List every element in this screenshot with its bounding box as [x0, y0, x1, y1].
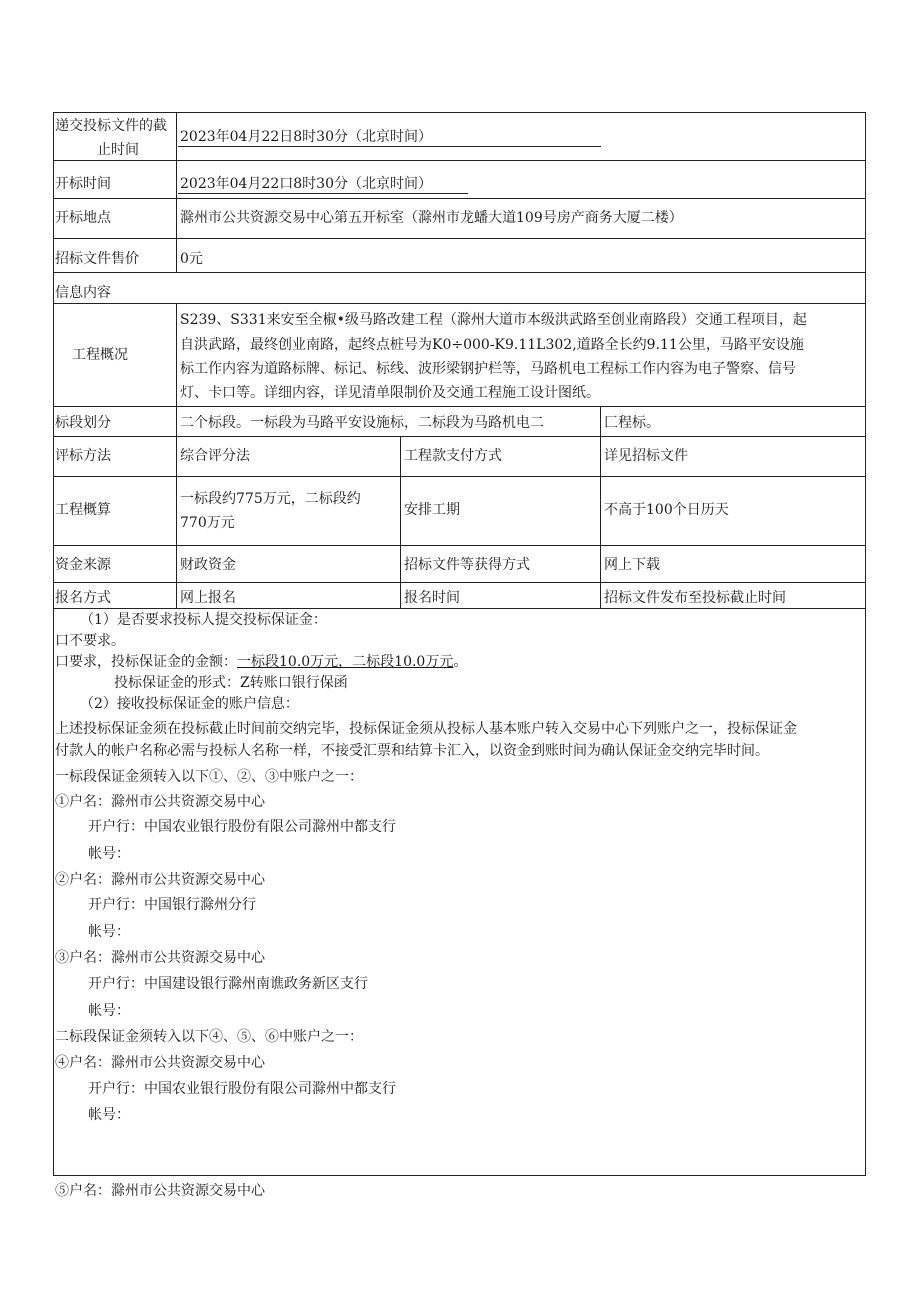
overview-line: 标工作内容为道路标牌、标记、标线、波形梁钢护栏等，马路机电工程标工作内容为电子警察、信号: [180, 361, 796, 377]
reg-time-value: 招标文件发布至投标截止时间: [604, 590, 786, 606]
account-3-bank: 开户行：中国建设银行滁州南谯政务新区支行: [88, 976, 368, 992]
row-divider: [53, 608, 866, 609]
opening-time-label: 开标时间: [55, 176, 111, 192]
lot1-heading: 一标段保证金须转入以下①、②、③中账户之一：: [55, 769, 363, 785]
row-divider: [53, 406, 866, 407]
deposit-option-yes: 口要求，投标保证金的金额：一标段10.0万元，二标段10.0万元。: [55, 654, 468, 670]
overview-label: 工程概况: [72, 347, 128, 363]
row-divider: [53, 272, 866, 273]
deposit-option-no: 口不要求。: [55, 633, 125, 649]
lot2-heading: 二标段保证金须转入以下④、⑤、⑥中账户之一：: [55, 1029, 363, 1045]
account-2-bank: 开户行：中国银行滁州分行: [88, 897, 256, 913]
account-1-number: 帐号：: [88, 846, 130, 862]
row-divider: [53, 582, 866, 583]
account-4-number: 帐号：: [88, 1107, 130, 1123]
account-5-name: ⑤户名：滁州市公共资源交易中心: [55, 1183, 265, 1199]
budget-label: 工程概算: [55, 502, 111, 518]
column-divider: [400, 436, 401, 608]
budget-value-cont: 770万元: [180, 515, 235, 531]
account-4-bank: 开户行：中国农业银行股份有限公司滁州中都支行: [88, 1081, 396, 1097]
funds-value: 财政资金: [180, 557, 236, 573]
price-value: 0元: [180, 251, 203, 267]
opening-place-value: 滁州市公共资源交易中心第五开标室（滁州市龙蟠大道109号房产商务大厦二楼）: [180, 210, 683, 226]
fill-in-underline: [178, 193, 468, 194]
eval-value: 综合评分法: [180, 448, 250, 464]
account-2-number: 帐号：: [88, 924, 130, 940]
row-divider: [53, 238, 866, 239]
row-divider: [53, 198, 866, 199]
deposit-question-1: （1）是否要求投标人提交投标保证金：: [80, 612, 327, 628]
eval-label: 评标方法: [55, 448, 111, 464]
payment-value: 详见招标文件: [604, 448, 688, 464]
obtain-label: 招标文件等获得方式: [404, 557, 530, 573]
payment-label: 工程款支付方式: [404, 448, 502, 464]
account-2-name: ②户名：滁州市公共资源交易中心: [55, 872, 265, 888]
reg-label: 报名方式: [55, 590, 111, 606]
account-1-name: ①户名：滁州市公共资源交易中心: [55, 794, 265, 810]
overview-line: S239、S331来安至全椒•级马路改建工程（滁州大道市本级洪武路至创业南路段）交通工程项目，起: [180, 312, 807, 328]
column-divider: [176, 303, 177, 608]
schedule-label: 安排工期: [404, 502, 460, 518]
row-divider: [53, 160, 866, 161]
schedule-value: 不高于100个日历天: [604, 502, 729, 518]
account-3-name: ③户名：滁州市公共资源交易中心: [55, 950, 265, 966]
reg-value: 网上报名: [180, 590, 236, 606]
opening-time-value: 2023年04月22口8时30分（北京时间）: [180, 176, 432, 192]
deposit-paragraph: 上述投标保证金须在投标截止时间前交纳完毕，投标保证金须从投标人基本账户转入交易中心下列账户之一，投标保证金: [55, 721, 797, 737]
lots-value-cont: 匚程标。: [604, 415, 660, 431]
deposit-amount: 一标段10.0万元，二标段10.0万元: [237, 654, 454, 670]
budget-value: 一标段约775万元，二标段约: [180, 491, 361, 507]
deadline-label-cont: 止时间: [97, 142, 139, 158]
fill-in-underline: [178, 146, 601, 147]
overview-line: 灯、卡口等。详细内容，详见清单限制价及交通工程施工设计图纸。: [180, 385, 600, 401]
deadline-label: 递交投标文件的截: [55, 118, 167, 134]
deadline-value: 2023年04月22日8时30分（北京时间）: [180, 129, 432, 145]
column-divider: [176, 112, 177, 273]
account-1-bank: 开户行：中国农业银行股份有限公司滁州中都支行: [88, 819, 396, 835]
account-3-number: 帐号：: [88, 1003, 130, 1019]
opening-place-label: 开标地点: [55, 210, 111, 226]
funds-label: 资金来源: [55, 557, 111, 573]
obtain-value: 网上下载: [604, 557, 660, 573]
overview-line: 自洪武路，最终创业南路，起终点桩号为K0÷000-K9.11L302,道路全长约9.11公里，马路平安设施: [180, 337, 804, 353]
row-divider: [53, 545, 866, 546]
reg-time-label: 报名时间: [404, 590, 460, 606]
lots-value: 二个标段。一标段为马路平安设施标，二标段为马路机电二: [180, 415, 544, 431]
lots-label: 标段划分: [55, 415, 111, 431]
account-4-name: ④户名：滁州市公共资源交易中心: [55, 1055, 265, 1071]
deposit-question-2: （2）接收投标保证金的账户信息：: [80, 696, 299, 712]
row-divider: [53, 476, 866, 477]
price-label: 招标文件售价: [55, 251, 139, 267]
column-divider: [600, 406, 601, 608]
row-divider: [53, 436, 866, 437]
row-divider: [53, 303, 866, 304]
deposit-form: 投标保证金的形式：Z转账口银行保函: [114, 675, 348, 691]
info-label: 信息内容: [55, 285, 111, 301]
deposit-paragraph-cont: 付款人的帐户名称必需与投标人名称一样，不接受汇票和结算卡汇入，以资金到账时间为确认保证金交纳完毕时间。: [55, 743, 769, 759]
